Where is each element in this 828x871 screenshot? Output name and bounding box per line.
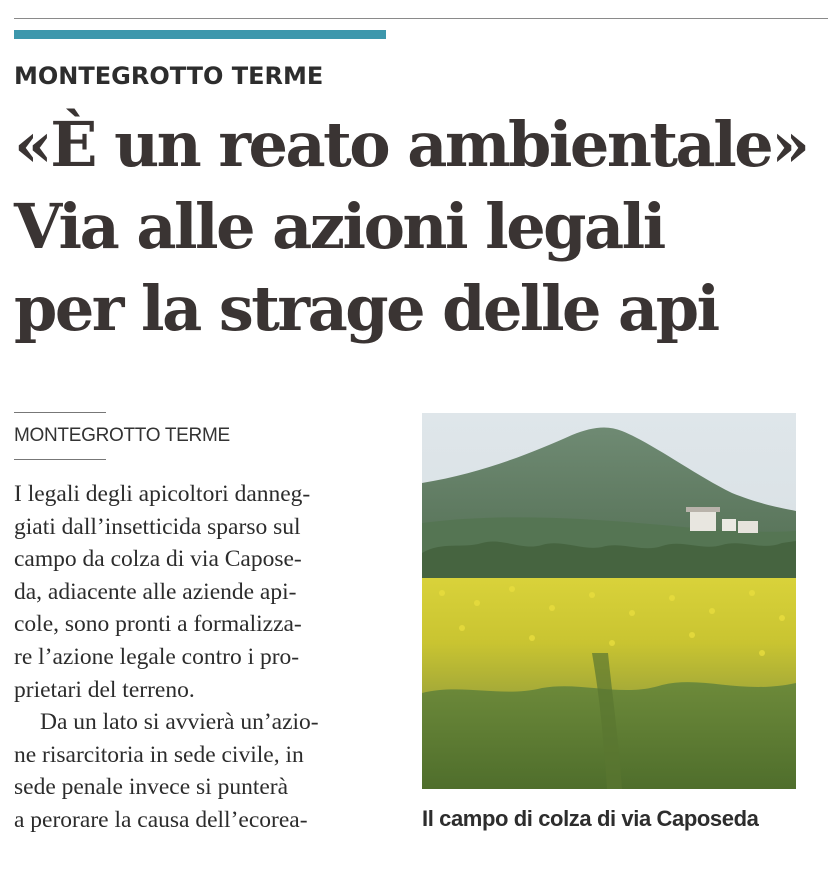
body-line: sede penale invece si punterà <box>14 774 289 801</box>
headline <box>14 104 819 350</box>
paragraph-2 <box>14 706 386 836</box>
body-line: a perorare la causa dell’ecorea- <box>14 806 308 833</box>
body-line: giati dall’insetticida sparso sul <box>14 513 301 540</box>
photo-caption: Il campo di colza di via Caposeda <box>422 806 759 831</box>
body-line: ne risarcitoria in sede civile, in <box>14 741 304 768</box>
headline-line-3: per la strage delle api <box>14 272 718 345</box>
top-rule <box>14 18 828 19</box>
body-line: Da un lato si avvierà un’azio- <box>40 709 319 736</box>
section-accent-bar <box>14 30 386 39</box>
body-line: I legali degli apicoltori danneg- <box>14 481 311 507</box>
body-line: re l’azione legale contro i pro- <box>14 643 300 670</box>
byline-rule-top <box>14 412 106 413</box>
body-line: prietari del terreno. <box>14 676 195 703</box>
headline-line-1: «È un reato ambientale» <box>14 108 808 181</box>
body-line: cole, sono pronti a formalizza- <box>14 611 302 638</box>
article-photo <box>422 413 796 789</box>
paragraph-1 <box>14 478 386 706</box>
byline: MONTEGROTTO TERME <box>14 425 230 446</box>
body-line: da, adiacente alle aziende api- <box>14 578 297 605</box>
body-line: campo da colza di via Capose- <box>14 546 302 573</box>
byline-rule-bottom <box>14 459 106 460</box>
article-body <box>14 478 386 837</box>
headline-line-2: Via alle azioni legali <box>14 190 664 263</box>
rapeseed-field-image <box>422 413 796 789</box>
section-kicker: MONTEGROTTO TERME <box>14 62 324 90</box>
